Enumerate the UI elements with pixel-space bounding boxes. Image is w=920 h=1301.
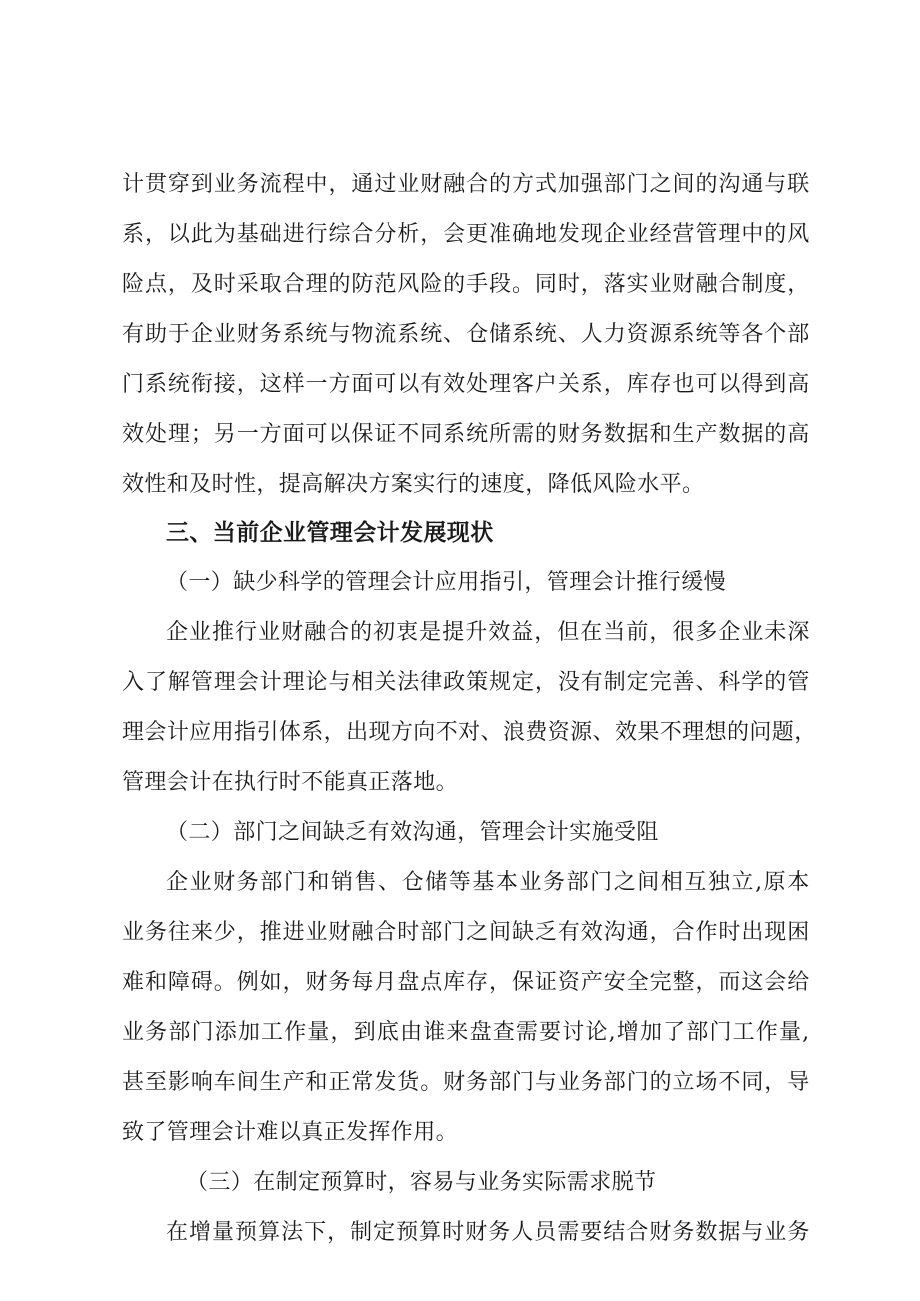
paragraph-line-last: 管理会计在执行时不能真正落地。 — [122, 770, 459, 795]
paragraph-line: 有 助 于 企 业 财 务 系 统 与 物 流 系 统 、 仓 储 系 统 、 人 力 资 源 系 统 等 各 个 部 — [122, 322, 810, 347]
subsection-heading: （一）缺少科学的管理会计应用指引，管理会计推行缓慢 — [166, 570, 727, 595]
paragraph-line: 业 务 往 来 少 ， 推 进 业 财 融 合 时 部 门 之 间 缺 乏 有 效 沟 通 ， 合 作 时 出 现 困 — [122, 920, 810, 945]
subsection-heading: （三）在制定预算时，容易与业务实际需求脱节 — [186, 1170, 657, 1195]
paragraph-line: 在 增 量 预 算 法 下 ， 制 定 预 算 时 财 务 人 员 需 要 结 合 财 务 数 据 与 业 务 — [166, 1220, 810, 1245]
paragraph-line: 入 了 解 管 理 会 计 理 论 与 相 关 法 律 政 策 规 定 ， 没 有 制 定 完 善 、 科 学 的 管 — [122, 670, 810, 695]
paragraph-line: 计 贯 穿 到 业 务 流 程 中 ， 通 过 业 财 融 合 的 方 式 加 强 部 门 之 间 的 沟 通 与 联 — [122, 172, 810, 197]
paragraph-line: 系 ， 以 此 为 基 础 进 行 综 合 分 析 ， 会 更 准 确 地 发 现 企 业 经 营 管 理 中 的 风 — [122, 222, 810, 247]
section-heading: 三、当前企业管理会计发展现状 — [166, 520, 494, 546]
paragraph-line: 效 处 理 ； 另 一 方 面 可 以 保 证 不 同 系 统 所 需 的 财 务 数 据 和 生 产 数 据 的 高 — [122, 422, 810, 447]
paragraph-line: 险 点 ， 及 时 采 取 合 理 的 防 范 风 险 的 手 段 。 同 时 ， 落 实 业 财 融 合 制 度 ， — [122, 272, 810, 297]
paragraph-line: 业 务 部 门 添 加 工 作 量 ， 到 底 由 谁 来 盘 查 需 要 讨 论 , 增 加 了 部 门 工 作 量 , — [122, 1020, 810, 1045]
paragraph-line: 难 和 障 碍 。 例 如 ， 财 务 每 月 盘 点 库 存 ， 保 证 资 产 安 全 完 整 ， 而 这 会 给 — [122, 970, 810, 995]
paragraph-line: 企 业 推 行 业 财 融 合 的 初 衷 是 提 升 效 益 ， 但 在 当 前 ， 很 多 企 业 未 深 — [166, 620, 810, 645]
paragraph-line-last: 效性和及时性，提高解决方案实行的速度，降低风险水平。 — [122, 472, 705, 497]
subsection-heading: （二）部门之间缺乏有效沟通，管理会计实施受阻 — [166, 820, 659, 845]
paragraph-line-last: 致了管理会计难以真正发挥作用。 — [122, 1120, 459, 1145]
paragraph-line: 企 业 财 务 部 门 和 销 售 、 仓 储 等 基 本 业 务 部 门 之 间 相 互 独 立 , 原 本 — [166, 870, 810, 895]
paragraph-line: 理 会 计 应 用 指 引 体 系 ， 出 现 方 向 不 对 、 浪 费 资 源 、 效 果 不 理 想 的 问 题 ， — [122, 720, 817, 745]
paragraph-line: 门 系 统 衔 接 ， 这 样 一 方 面 可 以 有 效 处 理 客 户 关 系 ， 库 存 也 可 以 得 到 高 — [122, 372, 810, 397]
paragraph-line: 甚 至 影 响 车 间 生 产 和 正 常 发 货 。 财 务 部 门 与 业 务 部 门 的 立 场 不 同 ， 导 — [122, 1070, 810, 1095]
